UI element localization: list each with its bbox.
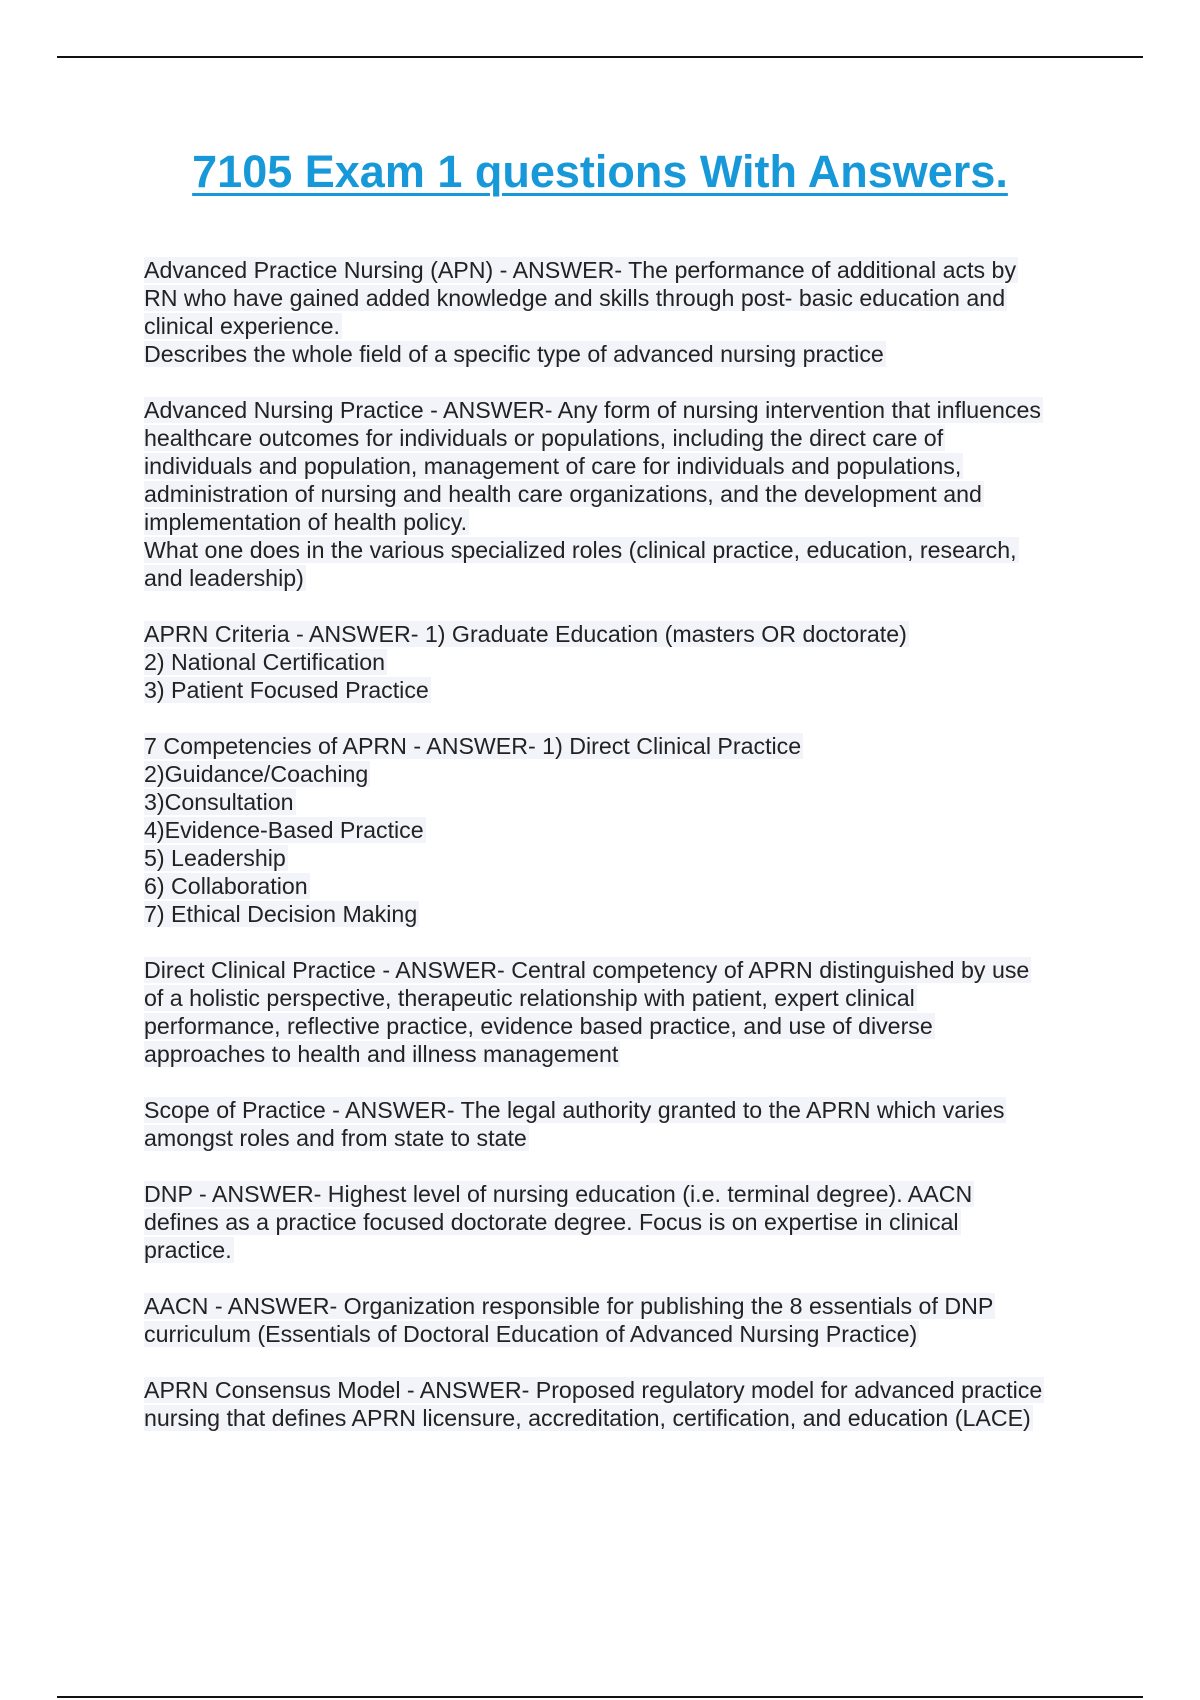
- qa-line-text: 4)Evidence-Based Practice: [144, 817, 424, 843]
- qa-entry: [144, 1376, 1084, 1432]
- qa-line-text: healthcare outcomes for individuals or populations, including the direct care of: [144, 425, 944, 451]
- qa-line-text: Advanced Practice Nursing (APN) - ANSWER- The performance of additional acts by: [144, 257, 1017, 283]
- qa-line-text: of a holistic perspective, therapeutic relationship with patient, expert clinical: [144, 985, 915, 1011]
- qa-line: [144, 732, 1084, 760]
- qa-line: [144, 536, 1084, 564]
- qa-entry: [144, 732, 1084, 928]
- qa-line-text: performance, reflective practice, evidence based practice, and use of diverse: [144, 1013, 933, 1039]
- qa-line: [144, 564, 1084, 592]
- qa-line-text: 7) Ethical Decision Making: [144, 901, 418, 927]
- qa-line-text: Scope of Practice - ANSWER- The legal authority granted to the APRN which varies: [144, 1097, 1005, 1123]
- qa-line: [144, 480, 1084, 508]
- qa-line-text: nursing that defines APRN licensure, accreditation, certification, and education (LACE): [144, 1405, 1031, 1431]
- top-rule: [57, 56, 1143, 58]
- qa-line: [144, 396, 1084, 424]
- qa-line: [144, 1180, 1084, 1208]
- qa-line: [144, 340, 1084, 368]
- qa-line: [144, 1124, 1084, 1152]
- qa-line: [144, 284, 1084, 312]
- qa-line-text: curriculum (Essentials of Doctoral Education of Advanced Nursing Practice): [144, 1321, 918, 1347]
- qa-line-text: 6) Collaboration: [144, 873, 308, 899]
- qa-line: [144, 816, 1084, 844]
- qa-entry: [144, 956, 1084, 1068]
- qa-line-text: Advanced Nursing Practice - ANSWER- Any form of nursing intervention that influences: [144, 397, 1041, 423]
- qa-line-text: AACN - ANSWER- Organization responsible for publishing the 8 essentials of DNP: [144, 1293, 994, 1319]
- qa-line: [144, 1292, 1084, 1320]
- qa-line-text: administration of nursing and health care organizations, and the development and: [144, 481, 982, 507]
- qa-line-text: Direct Clinical Practice - ANSWER- Central competency of APRN distinguished by use: [144, 957, 1030, 983]
- qa-entry: [144, 620, 1084, 704]
- qa-line: [144, 1096, 1084, 1124]
- qa-line-text: 2) National Certification: [144, 649, 386, 675]
- bottom-rule: [57, 1696, 1143, 1698]
- qa-line-text: clinical experience.: [144, 313, 340, 339]
- qa-line: [144, 312, 1084, 340]
- qa-line-text: individuals and population, management of care for individuals and populations,: [144, 453, 962, 479]
- qa-line: [144, 256, 1084, 284]
- qa-line-text: APRN Consensus Model - ANSWER- Proposed regulatory model for advanced practice: [144, 1377, 1043, 1403]
- qa-line: [144, 984, 1084, 1012]
- qa-line: [144, 620, 1084, 648]
- qa-line: [144, 508, 1084, 536]
- qa-line-text: 3) Patient Focused Practice: [144, 677, 429, 703]
- qa-line: [144, 1208, 1084, 1236]
- qa-line-text: APRN Criteria - ANSWER- 1) Graduate Education (masters OR doctorate): [144, 621, 907, 647]
- qa-line: [144, 676, 1084, 704]
- qa-line: [144, 1236, 1084, 1264]
- qa-line-text: amongst roles and from state to state: [144, 1125, 527, 1151]
- qa-line-text: 2)Guidance/Coaching: [144, 761, 369, 787]
- qa-entry: [144, 1180, 1084, 1264]
- qa-line-text: DNP - ANSWER- Highest level of nursing education (i.e. terminal degree). AACN: [144, 1181, 973, 1207]
- qa-line: [144, 956, 1084, 984]
- qa-entry: [144, 256, 1084, 368]
- qa-line: [144, 1404, 1084, 1432]
- qa-line-text: defines as a practice focused doctorate degree. Focus is on expertise in clinical: [144, 1209, 959, 1235]
- qa-line: [144, 1040, 1084, 1068]
- qa-line-text: RN who have gained added knowledge and skills through post- basic education and: [144, 285, 1006, 311]
- qa-line: [144, 1376, 1084, 1404]
- qa-line-text: approaches to health and illness management: [144, 1041, 619, 1067]
- qa-entry: [144, 396, 1084, 592]
- qa-line-text: practice.: [144, 1237, 232, 1263]
- qa-line: [144, 844, 1084, 872]
- qa-line-text: 5) Leadership: [144, 845, 286, 871]
- qa-line: [144, 1320, 1084, 1348]
- qa-line: [144, 452, 1084, 480]
- qa-line: [144, 872, 1084, 900]
- qa-list: [144, 256, 1084, 1460]
- page-title: 7105 Exam 1 questions With Answers.: [192, 146, 1008, 197]
- qa-line: [144, 760, 1084, 788]
- qa-entry: [144, 1292, 1084, 1348]
- qa-entry: [144, 1096, 1084, 1152]
- qa-line: [144, 1012, 1084, 1040]
- qa-line: [144, 648, 1084, 676]
- qa-line: [144, 788, 1084, 816]
- qa-line-text: implementation of health policy.: [144, 509, 468, 535]
- qa-line-text: and leadership): [144, 565, 304, 591]
- qa-line-text: Describes the whole field of a specific type of advanced nursing practice: [144, 341, 884, 367]
- qa-line: [144, 900, 1084, 928]
- qa-line-text: 3)Consultation: [144, 789, 294, 815]
- qa-line-text: What one does in the various specialized roles (clinical practice, education, research,: [144, 537, 1017, 563]
- qa-line-text: 7 Competencies of APRN - ANSWER- 1) Direct Clinical Practice: [144, 733, 802, 759]
- qa-line: [144, 424, 1084, 452]
